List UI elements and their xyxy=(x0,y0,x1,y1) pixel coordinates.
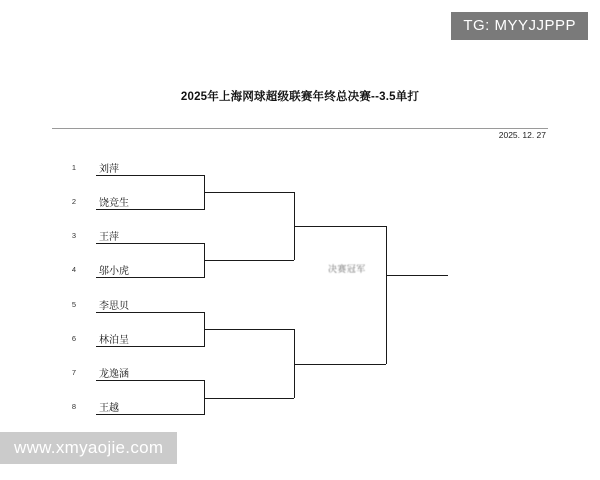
player-name: 龙逸涵 xyxy=(99,369,129,380)
match-line xyxy=(204,329,294,330)
bracket-connector xyxy=(386,226,387,364)
tournament-bracket xyxy=(0,140,600,414)
player-name: 王越 xyxy=(99,403,119,414)
match-line xyxy=(96,380,204,381)
match-line xyxy=(96,312,204,313)
site-watermark: www.xmyaojie.com xyxy=(0,432,177,464)
player-name: 林泊呈 xyxy=(99,335,129,346)
seed-number: 6 xyxy=(71,334,76,343)
match-line xyxy=(204,192,294,193)
match-line xyxy=(96,277,204,278)
player-name: 邬小虎 xyxy=(99,266,129,277)
match-line xyxy=(294,226,386,227)
champion-line xyxy=(386,275,448,276)
match-line xyxy=(96,209,204,210)
header-divider xyxy=(52,128,548,129)
player-name: 王萍 xyxy=(99,232,119,243)
match-line xyxy=(96,243,204,244)
seed-number: 3 xyxy=(71,231,76,240)
telegram-watermark-badge: TG: MYYJJPPP xyxy=(451,12,588,40)
match-line xyxy=(294,364,386,365)
page-title: 2025年上海网球超级联赛年终总决赛--3.5单打 xyxy=(180,91,420,103)
date-label: 2025. 12. 27 xyxy=(498,130,546,140)
champion-name: 决赛冠军 xyxy=(328,264,366,274)
seed-number: 4 xyxy=(71,265,76,274)
player-name: 刘萍 xyxy=(99,164,119,175)
player-name: 饶竞生 xyxy=(99,198,129,209)
match-line xyxy=(96,414,204,415)
match-line xyxy=(96,175,204,176)
seed-number: 1 xyxy=(71,163,76,172)
seed-number: 5 xyxy=(71,300,76,309)
match-line xyxy=(96,346,204,347)
match-line xyxy=(204,398,294,399)
seed-number: 2 xyxy=(71,197,76,206)
seed-number: 8 xyxy=(71,402,76,411)
seed-number: 7 xyxy=(71,368,76,377)
match-line xyxy=(204,260,294,261)
player-name: 李思贝 xyxy=(99,301,129,312)
